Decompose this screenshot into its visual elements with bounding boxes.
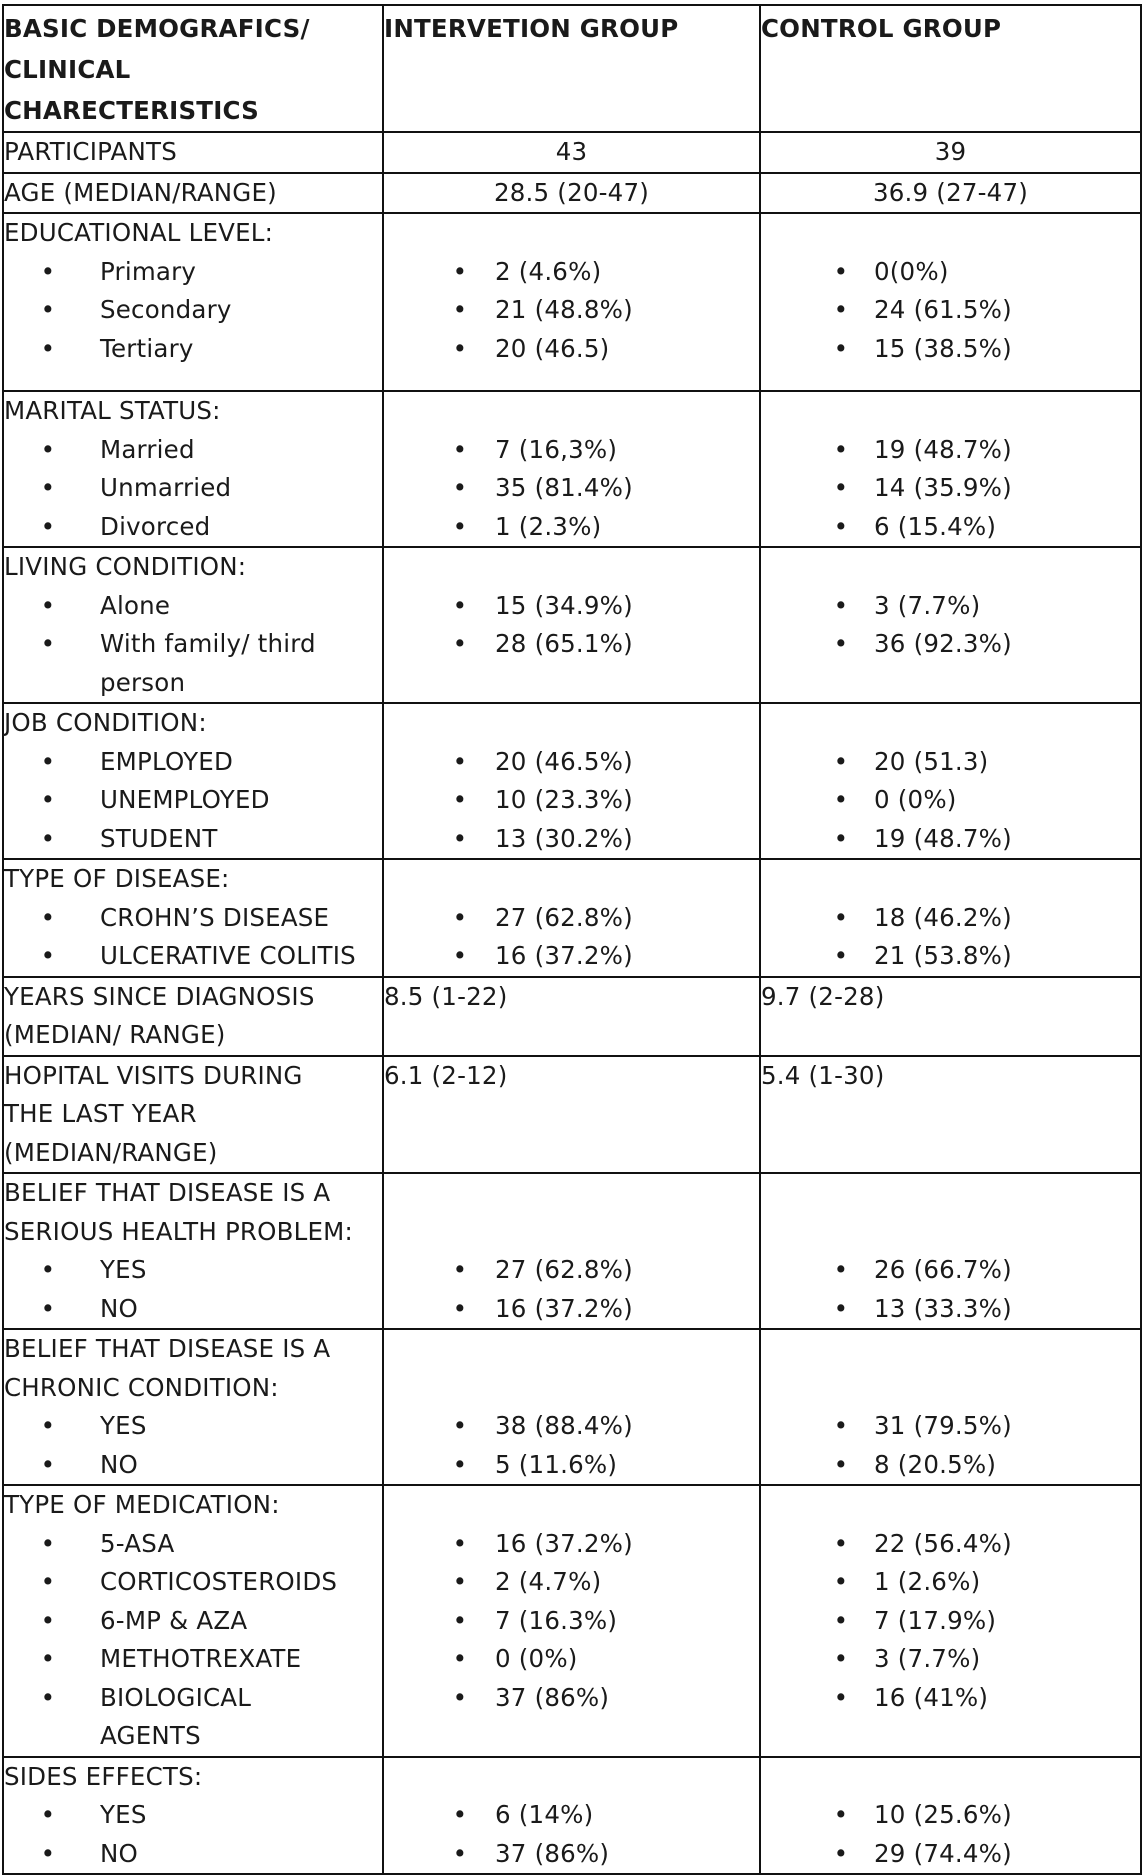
list-item: • Secondary: [40, 295, 232, 324]
job-label-cell: [3, 703, 383, 859]
row-job: [3, 703, 1141, 859]
years-label-cell: [3, 977, 383, 1056]
living-control: [760, 547, 1141, 703]
list-item: • 16 (41%): [833, 1682, 989, 1712]
list-item: • 16 (37.2%): [452, 941, 633, 970]
header-line-1: BASIC DEMOGRAFICS/: [4, 14, 310, 43]
row-side-effects: [3, 1757, 1141, 1875]
list-item: • 37 (86%): [452, 1838, 610, 1868]
list-item: • 6 (14%): [452, 1800, 594, 1829]
list-item: • 19 (48.7%): [833, 823, 1012, 853]
list-item: • Married: [40, 434, 195, 464]
visits-label-cell: [3, 1056, 383, 1174]
row-education: [3, 213, 1141, 391]
age-intervention: 28.5 (20-47): [383, 173, 760, 214]
living-intervention: [383, 547, 760, 703]
list-item: • 7 (16.3%): [452, 1605, 618, 1635]
list-item-continuation: AGENTS: [100, 1721, 201, 1750]
marital-intervention: [383, 391, 760, 547]
visits-control: 5.4 (1-30): [760, 1056, 1141, 1174]
list-item: • Divorced: [40, 511, 211, 541]
list-item: • 5 (11.6%): [452, 1449, 618, 1479]
list-item: • CORTICOSTEROIDS: [40, 1567, 338, 1596]
header-intervention: INTERVETION GROUP: [383, 5, 760, 132]
medication-label-cell: [3, 1485, 383, 1757]
list-item: • 3 (7.7%): [833, 590, 981, 620]
job-control: [760, 703, 1141, 859]
list-item: • 27 (62.8%): [452, 1255, 633, 1284]
list-item: • 22 (56.4%): [833, 1528, 1012, 1558]
list-item: • METHOTREXATE: [40, 1644, 302, 1673]
list-item: • NO: [40, 1449, 139, 1479]
years-control: 9.7 (2-28): [760, 977, 1141, 1056]
list-item: • 15 (38.5%): [833, 333, 1012, 363]
list-item: • 7 (16,3%): [452, 434, 618, 464]
age-control: 36.9 (27-47): [760, 173, 1141, 214]
demographics-table: [2, 4, 1142, 1875]
visits-intervention: 6.1 (2-12): [383, 1056, 760, 1174]
list-item: • 26 (66.7%): [833, 1255, 1012, 1284]
education-intervention: [383, 213, 760, 391]
header-control: CONTROL GROUP: [760, 5, 1141, 132]
list-item: • 20 (46.5): [452, 333, 610, 363]
header-line-3: CHARECTERISTICS: [4, 96, 260, 125]
list-item: • 7 (17.9%): [833, 1605, 997, 1635]
disease-control: [760, 859, 1141, 977]
medication-label: TYPE OF MEDICATION:: [4, 1490, 280, 1519]
list-item: • 21 (48.8%): [452, 295, 633, 324]
living-label-cell: [3, 547, 383, 703]
list-item: • 35 (81.4%): [452, 473, 633, 502]
list-item: • 20 (51.3): [833, 746, 989, 776]
list-item: • 2 (4.6%): [452, 256, 602, 286]
disease-intervention: [383, 859, 760, 977]
serious-label-cell: [3, 1173, 383, 1329]
list-item: • 27 (62.8%): [452, 902, 633, 932]
years-intervention: 8.5 (1-22): [383, 977, 760, 1056]
list-item: • 31 (79.5%): [833, 1411, 1012, 1440]
list-item: • 18 (46.2%): [833, 902, 1012, 932]
list-item: • 10 (23.3%): [452, 785, 633, 814]
list-item: • 13 (30.2%): [452, 823, 633, 853]
list-item: • NO: [40, 1293, 139, 1323]
row-years: [3, 977, 1141, 1056]
participants-label: PARTICIPANTS: [3, 132, 383, 173]
side-effects-label: SIDES EFFECTS:: [4, 1761, 203, 1791]
list-item: • CROHN’S DISEASE: [40, 902, 330, 932]
header-line-2: CLINICAL: [4, 55, 131, 84]
list-item: • 19 (48.7%): [833, 434, 1012, 464]
visits-label: (MEDIAN/RANGE): [4, 1137, 218, 1167]
list-item: • BIOLOGICAL: [40, 1682, 252, 1712]
list-item: • YES: [40, 1255, 147, 1284]
list-item: • 38 (88.4%): [452, 1411, 633, 1440]
disease-label: TYPE OF DISEASE:: [4, 864, 230, 893]
list-item: • 29 (74.4%): [833, 1838, 1012, 1868]
list-item: • Alone: [40, 590, 171, 620]
header-characteristics: [3, 5, 383, 132]
disease-label-cell: [3, 859, 383, 977]
list-item: • NO: [40, 1838, 139, 1868]
list-item: • 2 (4.7%): [452, 1567, 602, 1596]
education-label: EDUCATIONAL LEVEL:: [4, 218, 274, 247]
side-effects-label-cell: [3, 1757, 383, 1875]
list-item: • YES: [40, 1800, 147, 1829]
participants-control: 39: [760, 132, 1141, 173]
row-marital: [3, 391, 1141, 547]
list-item: • 1 (2.6%): [833, 1567, 981, 1596]
medication-control: [760, 1485, 1141, 1757]
list-item: • 3 (7.7%): [833, 1644, 981, 1673]
row-serious: [3, 1173, 1141, 1329]
list-item: • UNEMPLOYED: [40, 785, 270, 814]
side-effects-control: [760, 1757, 1141, 1875]
row-visits: [3, 1056, 1141, 1174]
list-item: • 36 (92.3%): [833, 629, 1012, 658]
chronic-label-cell: [3, 1329, 383, 1485]
row-disease: [3, 859, 1141, 977]
education-label-cell: [3, 213, 383, 391]
list-item: • 14 (35.9%): [833, 473, 1012, 502]
list-item: • Unmarried: [40, 473, 232, 502]
marital-control: [760, 391, 1141, 547]
row-participants: [3, 132, 1141, 173]
list-item: • 0 (0%): [452, 1644, 578, 1673]
list-item: • With family/ third: [40, 629, 316, 658]
list-item: • 0(0%): [833, 256, 949, 286]
list-item: • Primary: [40, 256, 197, 286]
age-label: AGE (MEDIAN/RANGE): [3, 173, 383, 214]
list-item: • 16 (37.2%): [452, 1293, 633, 1323]
list-item: • 21 (53.8%): [833, 941, 1012, 970]
list-item: • Tertiary: [40, 333, 194, 363]
list-item: • 28 (65.1%): [452, 629, 633, 658]
living-label: LIVING CONDITION:: [4, 552, 247, 581]
list-item: • 5-ASA: [40, 1528, 175, 1558]
serious-intervention: [383, 1173, 760, 1329]
list-item: • 0 (0%): [833, 785, 957, 814]
row-age: [3, 173, 1141, 214]
chronic-control: [760, 1329, 1141, 1485]
chronic-label: CHRONIC CONDITION:: [4, 1372, 279, 1402]
list-item: • 15 (34.9%): [452, 590, 633, 620]
header-row: [3, 5, 1141, 132]
serious-label: BELIEF THAT DISEASE IS A: [4, 1178, 331, 1207]
list-item: • STUDENT: [40, 823, 218, 853]
row-chronic: [3, 1329, 1141, 1485]
list-item: • 8 (20.5%): [833, 1449, 997, 1479]
list-item: • YES: [40, 1411, 147, 1440]
list-item: • 13 (33.3%): [833, 1293, 1012, 1323]
marital-label-cell: [3, 391, 383, 547]
job-label: JOB CONDITION:: [4, 708, 207, 737]
serious-control: [760, 1173, 1141, 1329]
list-item: • EMPLOYED: [40, 746, 234, 776]
medication-intervention: [383, 1485, 760, 1757]
list-item: • 10 (25.6%): [833, 1800, 1012, 1829]
list-item: • 20 (46.5%): [452, 746, 633, 776]
marital-label: MARITAL STATUS:: [4, 396, 221, 425]
job-intervention: [383, 703, 760, 859]
years-label: (MEDIAN/ RANGE): [4, 1020, 226, 1049]
list-item-continuation: person: [100, 667, 186, 697]
participants-intervention: 43: [383, 132, 760, 173]
chronic-intervention: [383, 1329, 760, 1485]
visits-label: HOPITAL VISITS DURING: [4, 1060, 303, 1090]
visits-label: THE LAST YEAR: [4, 1099, 197, 1128]
years-label: YEARS SINCE DIAGNOSIS: [4, 981, 315, 1011]
serious-label: SERIOUS HEALTH PROBLEM:: [4, 1216, 353, 1246]
list-item: • 6 (15.4%): [833, 511, 997, 541]
row-living: [3, 547, 1141, 703]
list-item: • 37 (86%): [452, 1682, 610, 1712]
side-effects-intervention: [383, 1757, 760, 1875]
row-medication: [3, 1485, 1141, 1757]
list-item: • ULCERATIVE COLITIS: [40, 941, 356, 970]
chronic-label: BELIEF THAT DISEASE IS A: [4, 1334, 331, 1363]
education-control: [760, 213, 1141, 391]
list-item: • 24 (61.5%): [833, 295, 1012, 324]
list-item: • 6-MP & AZA: [40, 1605, 248, 1635]
list-item: • 1 (2.3%): [452, 511, 602, 541]
list-item: • 16 (37.2%): [452, 1528, 633, 1558]
